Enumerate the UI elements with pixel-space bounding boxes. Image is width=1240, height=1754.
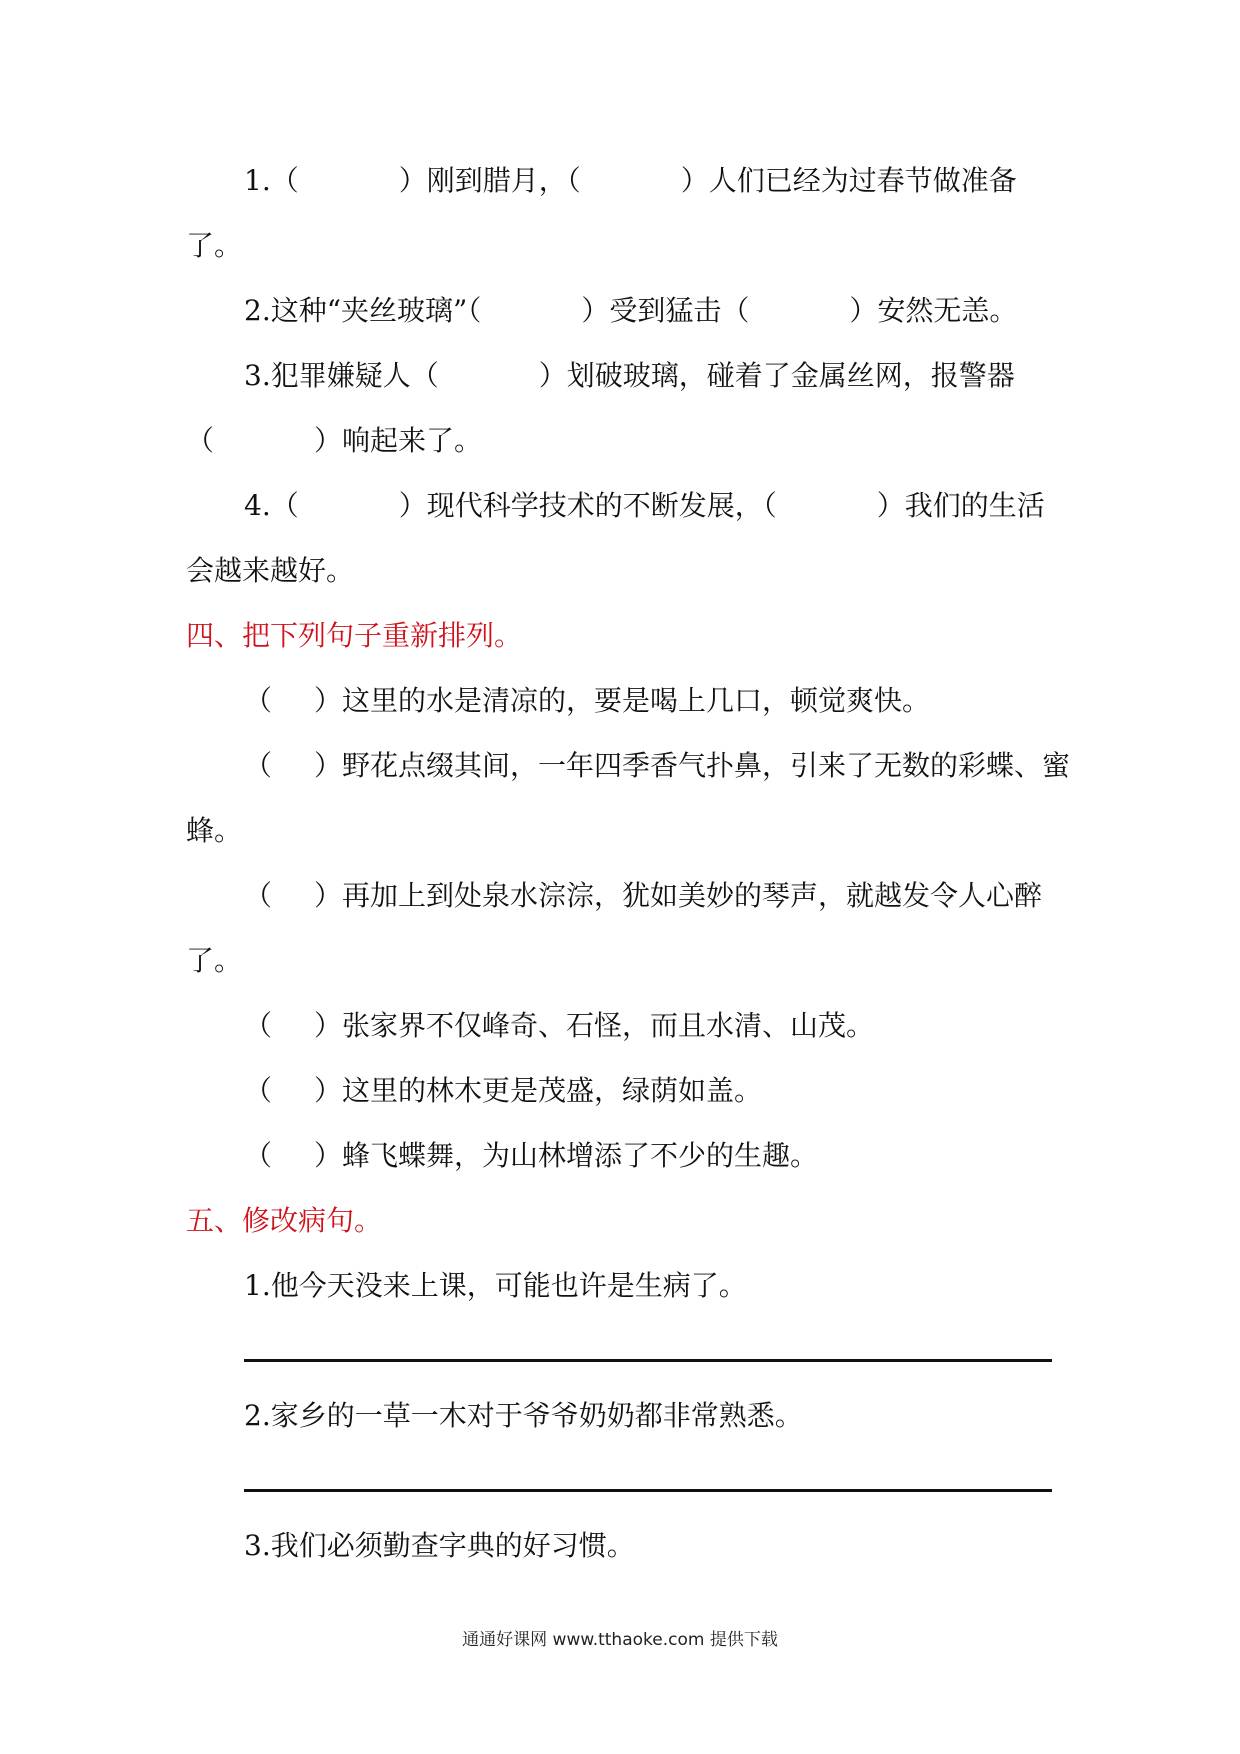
q4-line (244, 486, 1045, 526)
reorder-6-text: 蜂飞蝶舞，为山林增添了不少的生趣。 (342, 1139, 819, 1172)
q3-continuation (186, 421, 482, 461)
q3-line (244, 356, 1015, 396)
page-footer: 通通好课网 www.tthaoke.com 提供下载 (462, 1630, 778, 1650)
reorder-4-close: ） (314, 1009, 343, 1042)
reorder-1-text: 这里的水是清凉的，要是喝上几口，顿觉爽快。 (342, 684, 931, 717)
reorder-2-text: 野花点缀其间，一年四季香气扑鼻，引来了无数的彩蝶、蜜 (342, 749, 1071, 782)
correction-item-1: 1.他今天没来上课，可能也许是生病了。 (244, 1269, 747, 1302)
reorder-5-open: （ (244, 1074, 273, 1107)
q4-end: ）我们的生活 (876, 489, 1045, 522)
reorder-item-4 (244, 1006, 874, 1046)
reorder-6-open: （ (244, 1139, 273, 1172)
q2-prefix: 2.这种“夹丝玻璃”（ (244, 294, 482, 327)
reorder-3-open: （ (244, 879, 273, 912)
q2-mid: ）受到猛击（ (581, 294, 750, 327)
q2-line (244, 291, 1017, 331)
reorder-item-3-continuation: 了。 (186, 944, 243, 977)
reorder-2-close: ） (314, 749, 343, 782)
reorder-item-6 (244, 1136, 818, 1176)
reorder-6-close: ） (314, 1139, 343, 1172)
section4-heading: 四、把下列句子重新排列。 (186, 619, 523, 652)
reorder-item-1 (244, 681, 930, 721)
answer-line-2[interactable] (244, 1489, 1052, 1492)
correction-item-2: 2.家乡的一草一木对于爷爷奶奶都非常熟悉。 (244, 1399, 803, 1432)
q4-continuation: 会越来越好。 (186, 554, 355, 587)
q1-prefix: 1.（ (244, 164, 299, 197)
q4-prefix: 4.（ (244, 489, 299, 522)
q4-mid: ）现代科学技术的不断发展，（ (398, 489, 777, 522)
reorder-4-open: （ (244, 1009, 273, 1042)
reorder-2-open: （ (244, 749, 273, 782)
answer-line-1[interactable] (244, 1359, 1052, 1362)
reorder-item-2 (244, 746, 1070, 786)
q3-prefix: 3.犯罪嫌疑人（ (244, 359, 439, 392)
reorder-1-close: ） (314, 684, 343, 717)
reorder-item-5 (244, 1071, 762, 1111)
q1-line (244, 161, 1017, 201)
reorder-4-text: 张家界不仅峰奇、石怪，而且水清、山茂。 (342, 1009, 875, 1042)
reorder-5-close: ） (314, 1074, 343, 1107)
correction-item-3: 3.我们必须勤查字典的好习惯。 (244, 1529, 635, 1562)
q3-end: ）划破玻璃，碰着了金属丝网，报警器 (538, 359, 1015, 392)
q1-mid: ）刚到腊月，（ (398, 164, 581, 197)
q3-cont-end: ）响起来了。 (314, 424, 483, 457)
reorder-item-3 (244, 876, 1042, 916)
reorder-3-close: ） (314, 879, 343, 912)
reorder-item-2-continuation: 蜂。 (186, 814, 243, 847)
reorder-1-open: （ (244, 684, 273, 717)
q1-continuation: 了。 (186, 229, 243, 262)
q2-end: ）安然无恙。 (849, 294, 1018, 327)
reorder-5-text: 这里的林木更是茂盛，绿荫如盖。 (342, 1074, 763, 1107)
q3-cont-open: （ (186, 424, 215, 457)
reorder-3-text: 再加上到处泉水淙淙，犹如美妙的琴声，就越发令人心醉 (342, 879, 1043, 912)
section5-heading: 五、修改病句。 (186, 1204, 383, 1237)
q1-end: ）人们已经为过春节做准备 (680, 164, 1017, 197)
